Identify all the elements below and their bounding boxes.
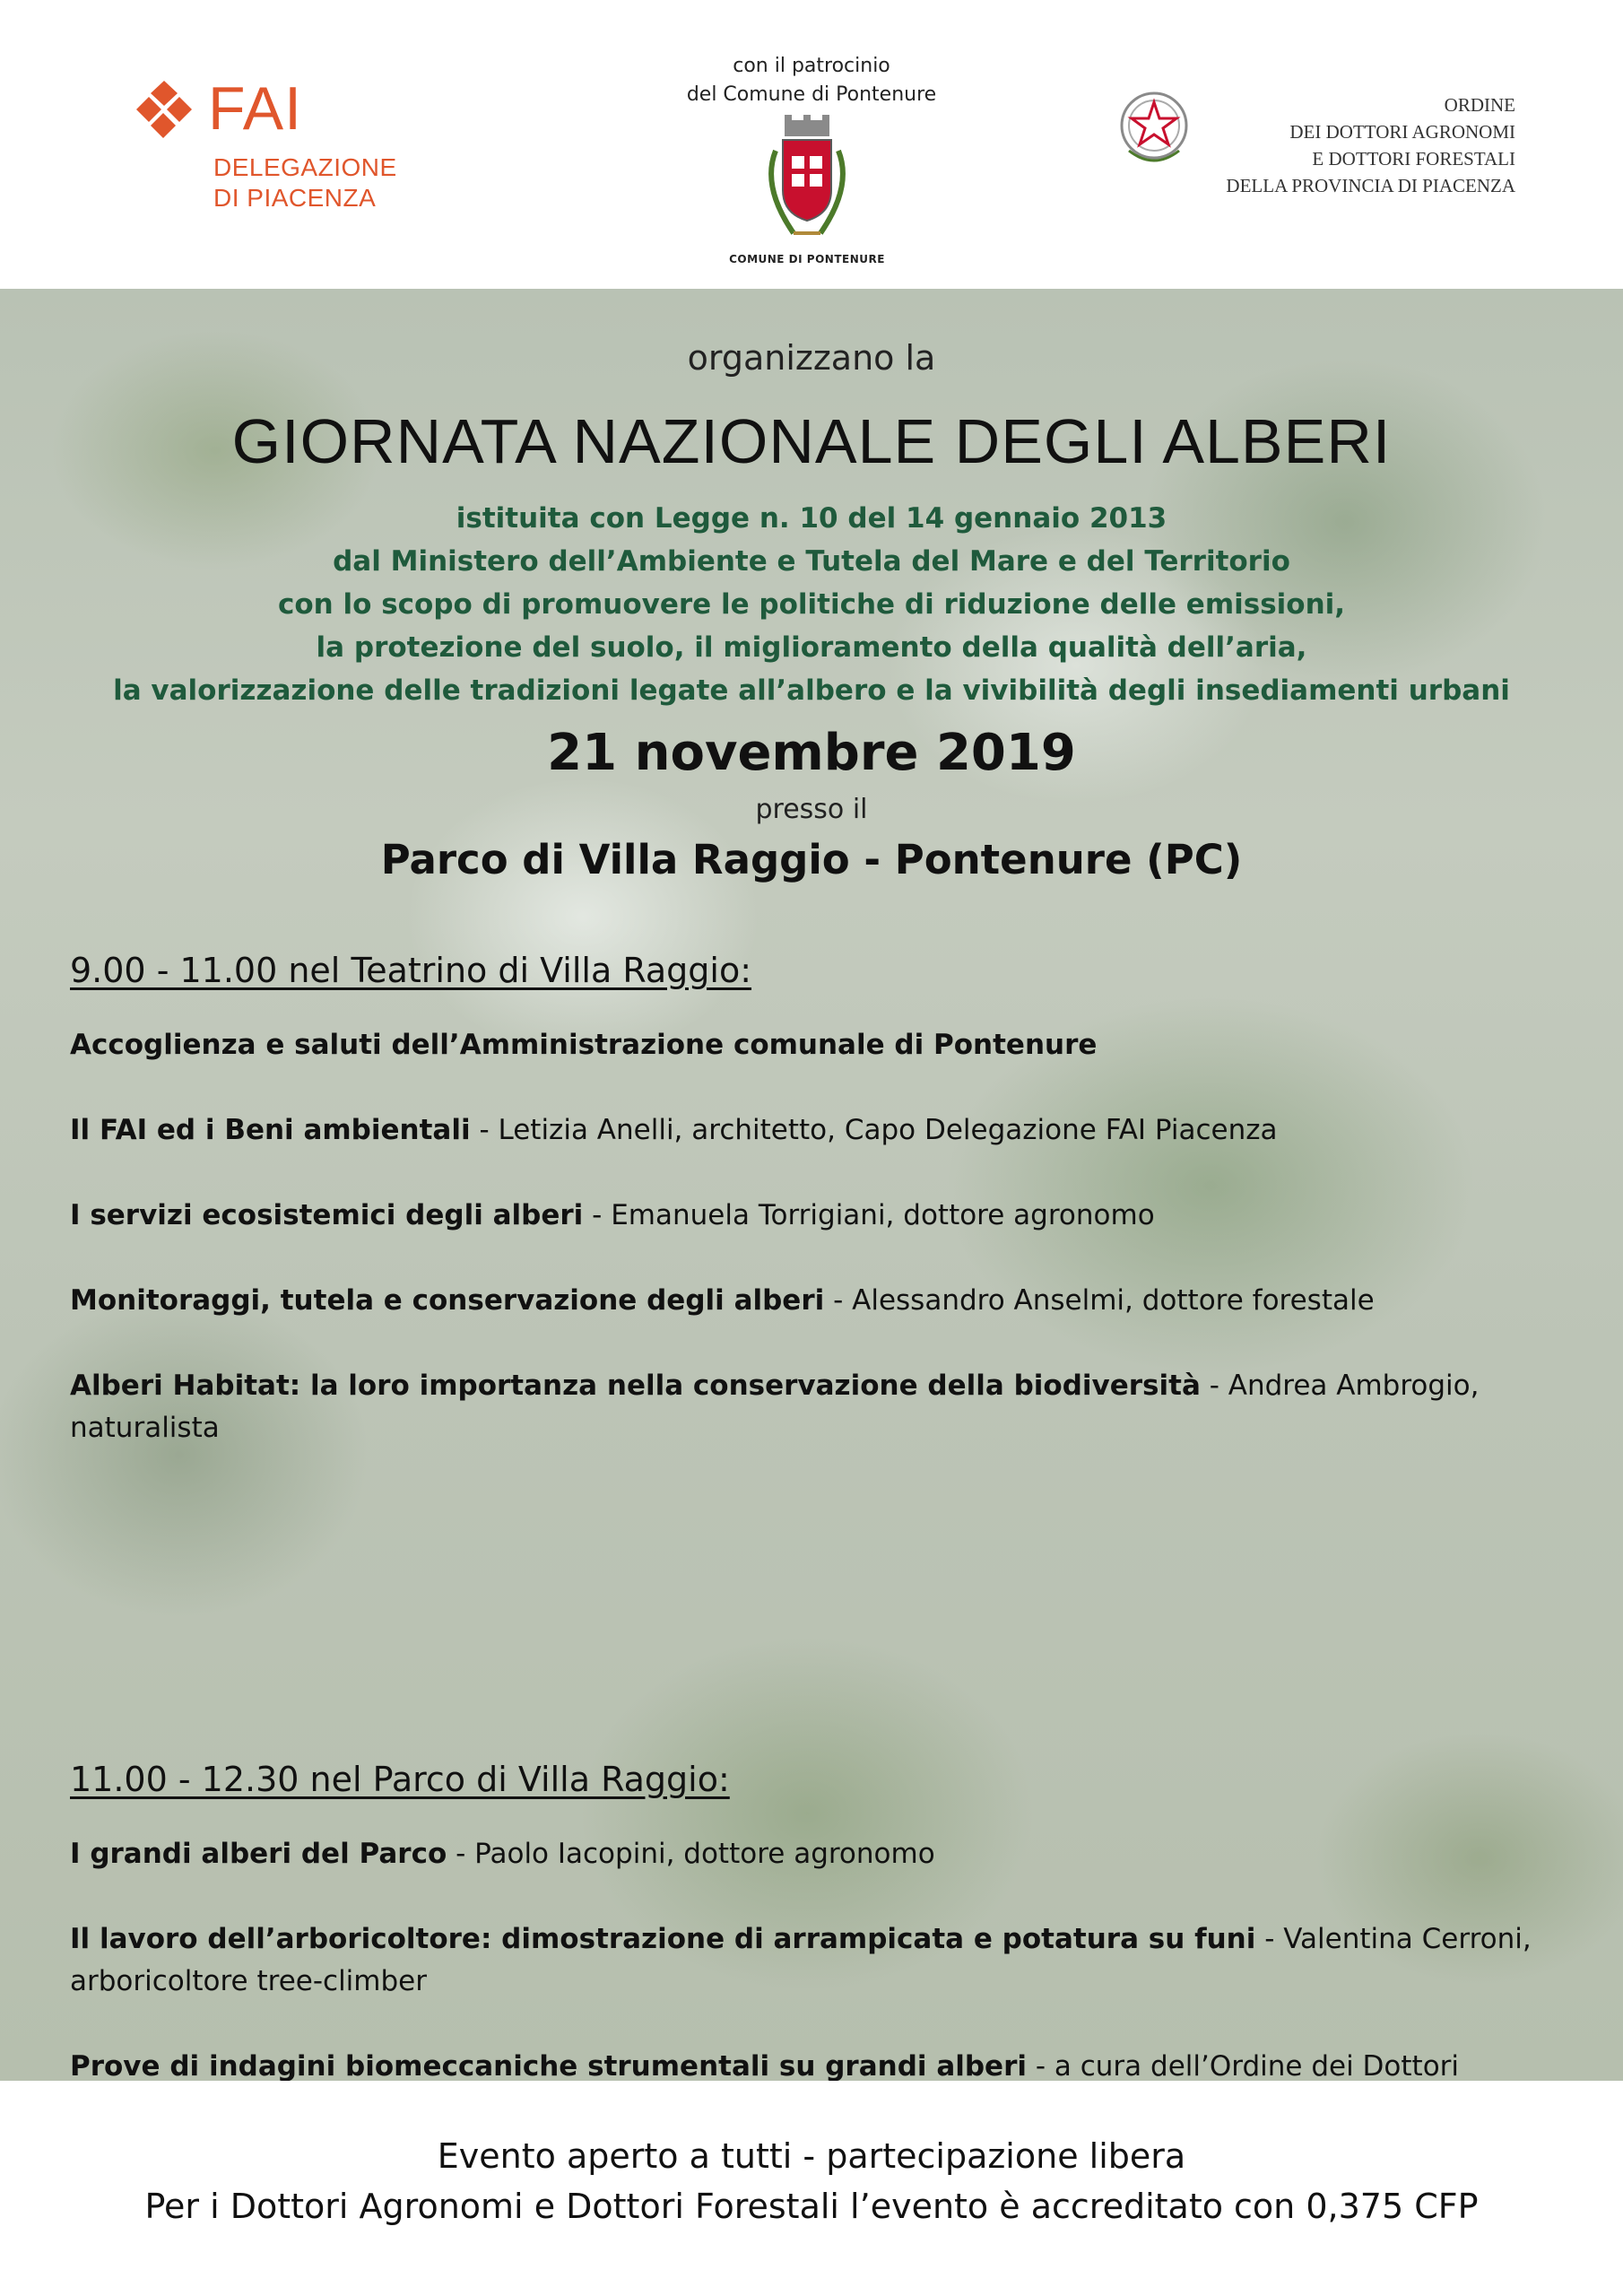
item-detail: - Paolo Iacopini, dottore agronomo xyxy=(447,1838,935,1870)
patronage-line1: con il patrocinio xyxy=(733,55,890,77)
section-heading: 11.00 - 12.30 nel Parco di Villa Raggio: xyxy=(70,1760,730,1799)
ordine-line2: DEI DOTTORI AGRONOMI xyxy=(1289,121,1515,143)
header xyxy=(0,0,1623,289)
item-detail: - Emanuela Torrigiani, dottore agronomo xyxy=(583,1199,1155,1231)
item-title: Alberi Habitat: la loro importanza nella conservazione della biodiversità xyxy=(70,1370,1201,1402)
item-title: Accoglienza e saluti dell’Amministrazione comunale di Pontenure xyxy=(70,1029,1098,1061)
programme-item xyxy=(70,1195,1576,1237)
footer-credits: Per i Dottori Agronomi e Dottori Forestali l’evento è accreditato con 0,375 CFP xyxy=(144,2187,1479,2226)
fai-logo xyxy=(133,74,402,222)
subtitle-line: con lo scopo di promuovere le politiche di riduzione delle emissioni, xyxy=(277,588,1346,621)
item-title: Monitoraggi, tutela e conservazione degli alberi xyxy=(70,1284,825,1317)
event-content xyxy=(0,289,1623,2081)
programme-section xyxy=(70,1760,1576,2081)
item-title: I servizi ecosistemici degli alberi xyxy=(70,1199,584,1231)
programme-item xyxy=(70,1280,1576,1322)
footer xyxy=(0,2081,1623,2296)
item-detail: - Valentina Cerroni, arboricoltore tree-climber xyxy=(70,1923,1532,1997)
tree-canopy-background xyxy=(0,289,1623,2081)
item-detail: - Alessandro Anselmi, dottore forestale xyxy=(824,1284,1375,1317)
item-title: Il lavoro dell’arboricoltore: dimostrazione di arrampicata e potatura su funi xyxy=(70,1923,1256,1955)
programme-section xyxy=(70,951,1576,1492)
fai-sub-line2: DI PIACENZA xyxy=(213,184,377,212)
programme-item xyxy=(70,1918,1576,2003)
programme-item xyxy=(70,1833,1576,1875)
footer-open-event: Evento aperto a tutti - partecipazione libera xyxy=(437,2136,1186,2176)
item-detail: - Andrea Ambrogio, naturalista xyxy=(70,1370,1480,1444)
fai-delegation xyxy=(213,152,397,213)
subtitle-line: la valorizzazione delle tradizioni legate all’albero e la vivibilità degli insediamenti urbani xyxy=(113,674,1510,707)
fai-logo-icon xyxy=(133,79,195,142)
ordine-agronomi-text xyxy=(1166,91,1515,199)
ordine-line1: ORDINE xyxy=(1444,94,1515,116)
subtitle-line: la protezione del suolo, il miglioramento della qualità dell’aria, xyxy=(316,631,1307,664)
programme-item xyxy=(70,1109,1576,1152)
pontenure-crest-icon xyxy=(749,115,865,249)
item-title: Prove di indagini biomeccaniche strumentali su grandi alberi xyxy=(70,2050,1027,2081)
fai-sub-line1: DELEGAZIONE xyxy=(213,153,397,181)
event-subtitle xyxy=(0,497,1623,712)
crest-label: COMUNE DI PONTENURE xyxy=(729,253,885,265)
item-title: I grandi alberi del Parco xyxy=(70,1838,447,1870)
programme-item xyxy=(70,1365,1576,1449)
event-venue: Parco di Villa Raggio - Pontenure (PC) xyxy=(380,836,1243,883)
programme-item xyxy=(70,2046,1576,2081)
event-date: 21 novembre 2019 xyxy=(547,724,1076,782)
ordine-line4: DELLA PROVINCIA DI PIACENZA xyxy=(1226,175,1515,196)
event-title: GIORNATA NAZIONALE DEGLI ALBERI xyxy=(231,406,1392,476)
patronage-text xyxy=(628,52,995,109)
subtitle-line: istituita con Legge n. 10 del 14 gennaio 2013 xyxy=(456,502,1167,535)
section-heading: 9.00 - 11.00 nel Teatrino di Villa Raggio: xyxy=(70,951,752,990)
subtitle-line: dal Ministero dell’Ambiente e Tutela del Mare e del Territorio xyxy=(333,545,1290,578)
item-detail: - Letizia Anelli, architetto, Capo Delegazione FAI Piacenza xyxy=(470,1114,1278,1146)
programme-item xyxy=(70,1024,1576,1066)
intro-text: organizzano la xyxy=(687,338,936,378)
fai-name: FAI xyxy=(208,74,303,143)
presso-text: presso il xyxy=(755,794,868,825)
item-title: Il FAI ed i Beni ambientali xyxy=(70,1114,471,1146)
patronage-line2: del Comune di Pontenure xyxy=(686,83,937,106)
ordine-line3: E DOTTORI FORESTALI xyxy=(1312,148,1515,170)
item-detail: - a cura dell’Ordine dei Dottori xyxy=(1035,2050,1460,2081)
